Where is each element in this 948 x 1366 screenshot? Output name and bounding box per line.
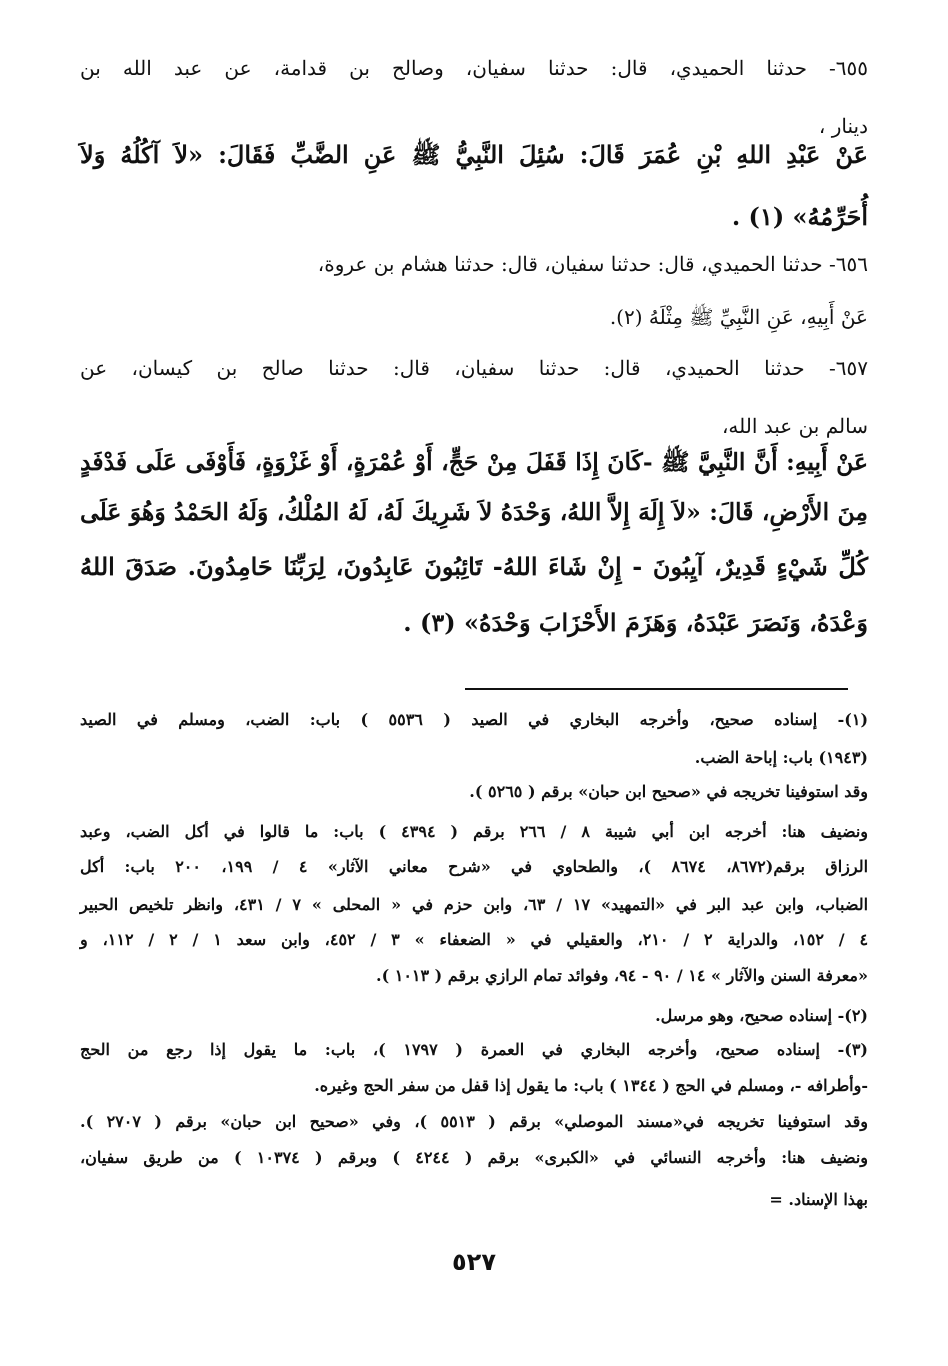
hadith-657-isnad-cont: سالم بن عبد الله،	[721, 414, 868, 438]
hadith-655-matn-cont: أُحَرِّمُهُ» (١) .	[731, 202, 868, 231]
hadith-657-matn: عَنْ أَبِيهِ: أَنَّ النَّبِيَّ ﷺ -كَانَ إِذَا قَفَلَ مِنْ حَجٍّ، أَوْ عُمْرَةٍ، أَوْ غَزْوَةٍ، فَأَوْفَى عَلَى فَدْفَدٍ	[80, 448, 868, 476]
hadith-657-matn-2: مِنَ الأَرْضِ، قَالَ: «لاَ إِلَهَ إِلاَّ اللهُ، وَحْدَهُ لاَ شَرِيكَ لَهُ، لَهُ المُلْكُ، وَلَهُ الحَمْدُ وَهُوَ عَلَى	[80, 498, 868, 526]
hadith-657-matn-3: كُلِّ شَيْءٍ قَدِيرٌ، آيِبُونَ - إِنْ شَاءَ اللهُ- تَائِبُونَ عَابِدُونَ، لِرَبِّنَا حَامِدُونَ. صَدَقَ اللهُ	[80, 552, 868, 581]
footnote-1-line-5: الرزاق برقم(٨٦٧٢، ٨٦٧٤ )، والطحاوي في «شرح معاني الآثار» ٤ / ١٩٩، ٢٠٠ باب: أكل	[80, 857, 869, 876]
hadith-656-isnad: ٦٥٦- حدثنا الحميدي، قال: حدثنا سفيان، قال: حدثنا هشام بن عروة،	[317, 252, 868, 276]
footnote-3: (٣)- إسناده صحيح، وأخرجه البخاري في العمرة ( ١٧٩٧ )، باب: ما يقول إذا رجع من الحج	[80, 1040, 868, 1059]
hadith-655-isnad: ٦٥٥- حدثنا الحميدي، قال: حدثنا سفيان، وصالح بن قدامة، عن عبد الله بن	[80, 56, 868, 80]
page-number: ٥٢٧	[452, 1248, 496, 1276]
footnote-1-line-7: ٤ / ١٥٢، والدراية ٢ / ٢١٠، والعقيلي في « الضعفاء » ٣ / ٤٥٢، وابن سعد ١ / ٢ / ١١٢، و	[80, 930, 869, 949]
hadith-655-matn: عَنْ عَبْدِ اللهِ بْنِ عُمَرَ قَالَ: سُئِلَ النَّبِيُّ ﷺ عَنِ الضَّبِّ فَقَالَ: «لاَ آكُلُهُ وَلاَ	[80, 140, 868, 169]
footnote-1-line-3: وقد استوفينا تخريجه في «صحيح ابن حبان» برقم ( ٥٢٦٥ ).	[469, 782, 868, 801]
footnote-3-line-4: ونضيف هنا: وأخرجه النسائي في «الكبرى» برقم ( ٤٢٤٤ ) وبرقم ( ١٠٣٧٤ ) من طريق سفيان،	[80, 1148, 868, 1167]
footnote-1-line-8: «معرفة السنن والآثار » ١٤ / ٩٠ - ٩٤، وفوائد تمام الرازي برقم ( ١٠١٣ ).	[376, 966, 868, 985]
footnote-3-line-2: -وأطرافه -، ومسلم في الحج ( ١٣٤٤ ) باب: ما يقول إذا قفل من سفر الحج وغيره.	[314, 1076, 868, 1095]
footnote-1-line-4: ونضيف هنا: أخرجه ابن أبي شيبة ٨ / ٢٦٦ برقم ( ٤٣٩٤ ) باب: ما قالوا في أكل الضب، وعبد	[80, 822, 869, 841]
footnote-1-line-6: الضباب، وابن عبد البر في «التمهيد» ١٧ / ٦٣، وابن حزم في « المحلى » ٧ / ٤٣١، وانظر تلخيص الحبير	[80, 895, 869, 914]
hadith-657-isnad: ٦٥٧- حدثنا الحميدي، قال: حدثنا سفيان، قال: حدثنا صالح بن كيسان، عن	[80, 356, 868, 380]
footnote-separator	[465, 688, 848, 690]
footnote-1-line-2: (١٩٤٣) باب: إباحة الضب.	[694, 748, 868, 767]
footnote-2: (٢)- إسناده صحيح، وهو مرسل.	[655, 1006, 868, 1025]
footnote-3-line-3: وقد استوفينا تخريجه في«مسند الموصلي» برقم ( ٥٥١٣ )، وفي «صحيح ابن حبان» برقم ( ٢٧٠٧ ).	[80, 1112, 868, 1131]
hadith-655-isnad-cont: دينار ،	[818, 114, 868, 138]
footnote-1: (١)- إسناده صحيح، وأخرجه البخاري في الصيد ( ٥٥٣٦ ) باب: الضب، ومسلم في الصيد	[80, 710, 869, 729]
hadith-657-matn-4: وَعْدَهُ، وَنَصَرَ عَبْدَهُ، وَهَزَمَ الأَحْزَابَ وَحْدَهُ» (٣) .	[403, 608, 868, 637]
footnote-3-line-5: بهذا الإسناد. =	[769, 1190, 868, 1209]
hadith-656-matn: عَنْ أَبِيهِ، عَنِ النَّبِيِّ ﷺ مِثْلَهُ (٢).	[609, 305, 868, 329]
